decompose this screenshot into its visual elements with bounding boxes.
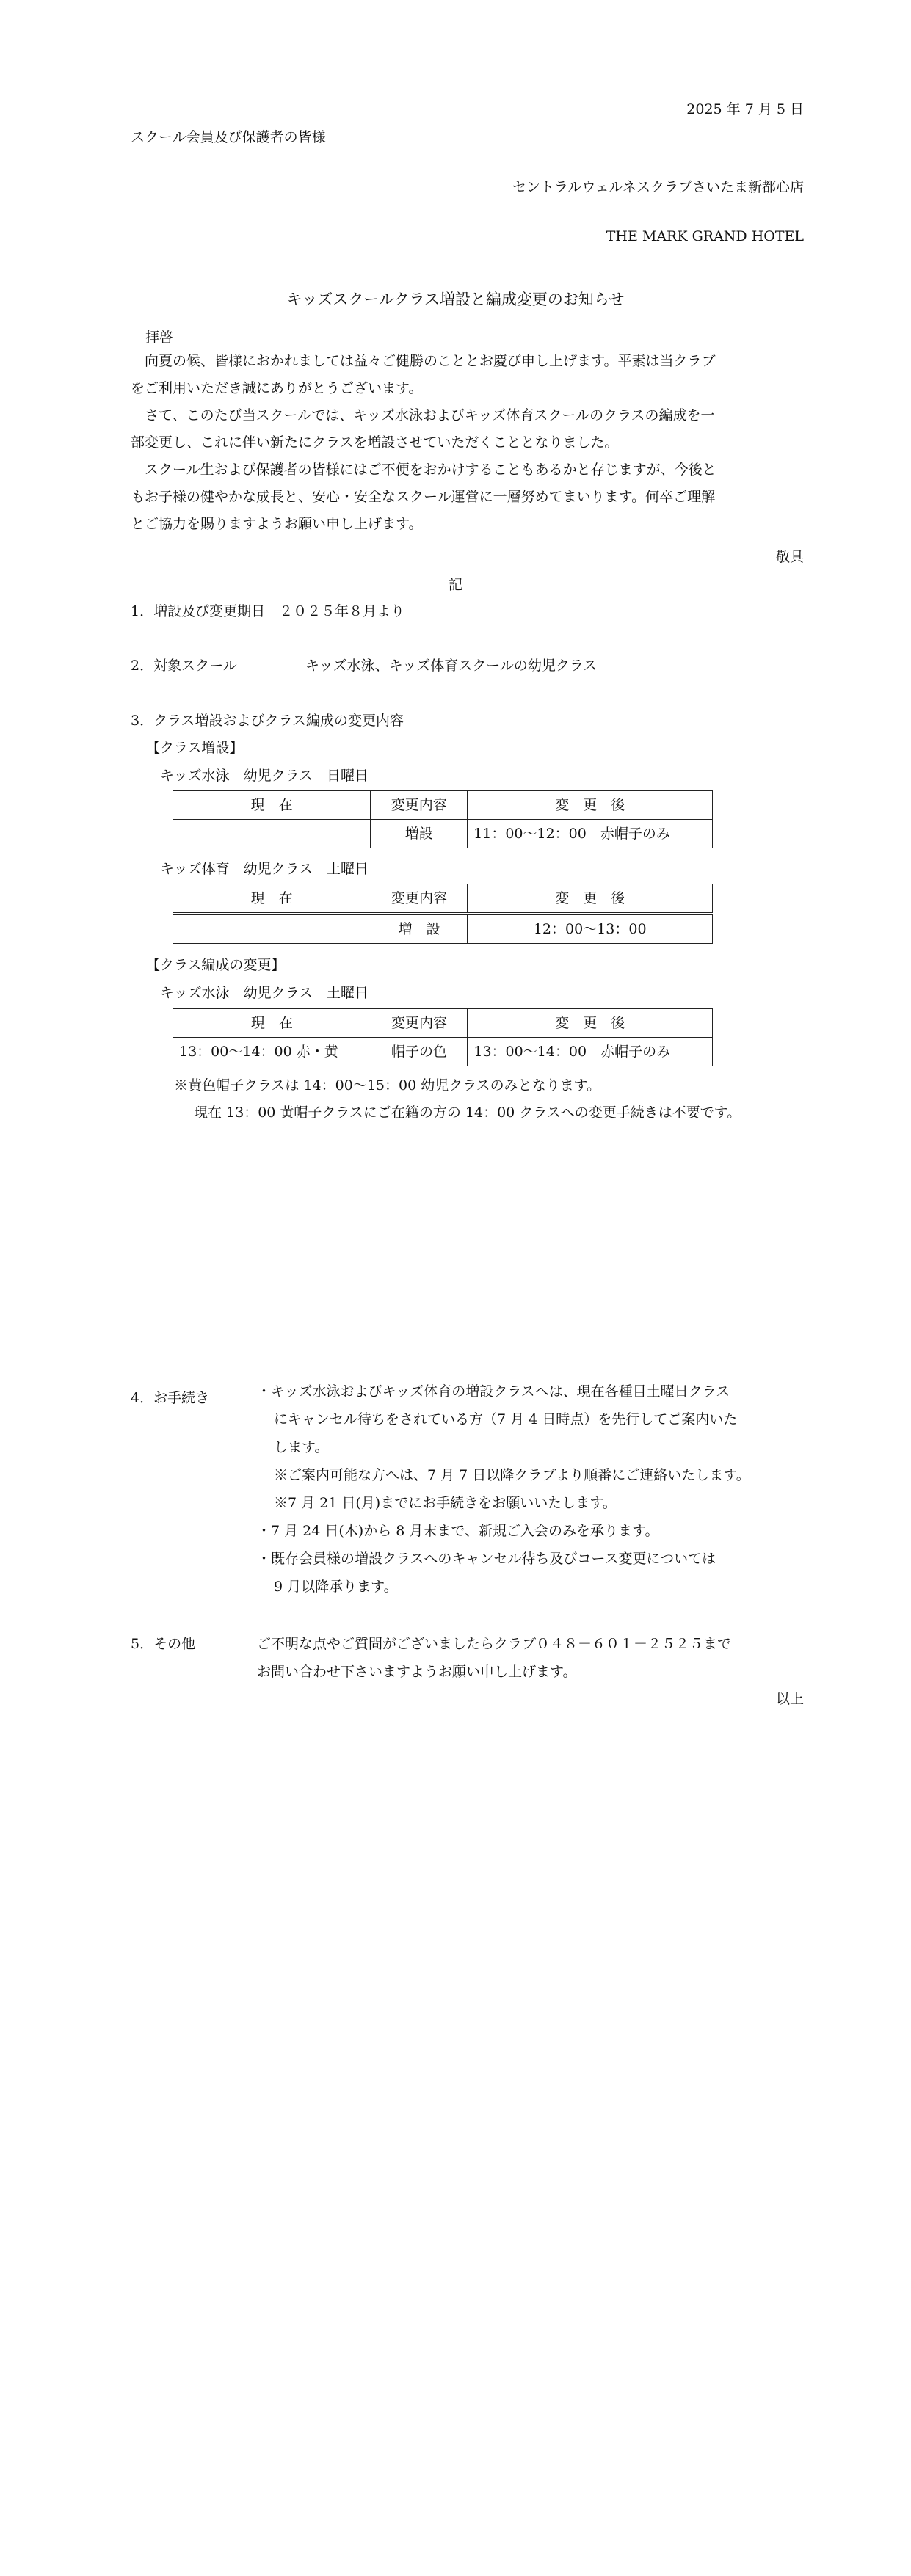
greeting-body	[131, 348, 805, 538]
document-date: 2025 年 7 月 5 日	[686, 101, 804, 117]
item-3-heading: 3．クラス増設およびクラス編成の変更内容	[131, 713, 404, 729]
cell-current: 13：00～14：00 赤・黄	[173, 1038, 371, 1066]
swim-saturday-heading: キッズ水泳 幼児クラス 土曜日	[160, 985, 369, 1001]
cell-after: 13：00～14：00 赤帽子のみ	[468, 1038, 713, 1066]
header-change: 変更内容	[371, 884, 468, 914]
item-2-label: 2．対象スクール	[131, 658, 237, 674]
other-label: 5．その他	[131, 1636, 196, 1652]
document-closing: 以上	[775, 1691, 804, 1707]
header-current: 現 在	[173, 791, 371, 820]
ki-marker: 記	[448, 577, 462, 593]
procedure-line: ※7 月 21 日(月)までにお手続きをお願いいたします。	[274, 1495, 617, 1511]
swim-saturday-table	[173, 1008, 713, 1066]
change-note-1: ※黄色帽子クラスは 14：00～15：00 幼児クラスのみとなります。	[174, 1077, 601, 1094]
cell-current	[173, 820, 371, 848]
cell-change: 帽子の色	[371, 1038, 468, 1066]
greeting-line: スクール生および保護者の皆様にはご不便をおかけすることもあるかと存じますが、今後と	[145, 462, 716, 478]
greeting-line: 部変更し、これに伴い新たにクラスを増設させていただくこととなりました。	[131, 434, 619, 451]
greeting-line: をご利用いただき誠にありがとうございます。	[131, 380, 423, 396]
header-after: 変 更 後	[468, 791, 713, 820]
swim-sunday-table	[173, 790, 713, 848]
procedure-body	[257, 1378, 805, 1601]
header-current: 現 在	[173, 1009, 371, 1038]
sender-hotel: THE MARK GRAND HOTEL	[606, 228, 804, 244]
sender-club: セントラルウェルネスクラブさいたま新都心店	[512, 179, 804, 195]
header-change: 変更内容	[371, 791, 468, 820]
header-change: 変更内容	[371, 1009, 468, 1038]
procedure-line: ・キッズ水泳およびキッズ体育の増設クラスへは、現在各種目土曜日クラス	[257, 1383, 730, 1400]
greeting-line: もお子様の健やかな成長と、安心・安全なスクール運営に一層努めてまいります。何卒ご理解	[131, 489, 716, 505]
swim-sunday-heading: キッズ水泳 幼児クラス 日曜日	[160, 768, 369, 784]
item-2-value: キッズ水泳、キッズ体育スクールの幼児クラス	[305, 658, 598, 674]
other-line-1: ご不明な点やご質問がございましたらクラブ０４８－６０１－２５２５まで	[257, 1636, 732, 1652]
page-title: キッズスクールクラス増設と編成変更のお知らせ	[286, 291, 625, 308]
procedure-line: ・既存会員様の増設クラスへのキャンセル待ち及びコース変更については	[257, 1551, 716, 1567]
item-1-date: 1．増設及び変更期日 ２０２５年８月より	[131, 603, 405, 619]
greeting-opening: 拝啓	[145, 330, 174, 346]
greeting-line: さて、このたび当スクールでは、キッズ水泳およびキッズ体育スクールのクラスの編成を一	[145, 407, 715, 423]
change-note-2: 現在 13：00 黄帽子クラスにご在籍の方の 14：00 クラスへの変更手続きは不要です。	[194, 1105, 741, 1121]
section-change-label: 【クラス編成の変更】	[146, 957, 286, 973]
procedure-line: します。	[274, 1439, 329, 1455]
header-after: 変 更 後	[468, 1009, 713, 1038]
cell-after: 12：00～13：00	[468, 914, 713, 944]
procedure-line: 9 月以降承ります。	[274, 1579, 398, 1595]
procedure-line: ※ご案内可能な方へは、7 月 7 日以降クラブより順番にご連絡いたします。	[274, 1467, 750, 1483]
procedure-line: ・7 月 24 日(木)から 8 月末まで、新規ご入会のみを承ります。	[257, 1523, 659, 1539]
procedure-label: 4．お手続き	[131, 1390, 210, 1406]
other-line-2: お問い合わせ下さいますようお願い申し上げます。	[257, 1664, 577, 1680]
cell-change: 増 設	[371, 914, 468, 944]
cell-after: 11：00～12：00 赤帽子のみ	[468, 820, 713, 848]
procedure-line: にキャンセル待ちをされている方（7 月 4 日時点）を先行してご案内いた	[274, 1411, 738, 1427]
greeting-closing: 敬具	[775, 549, 804, 565]
greeting-line: 向夏の候、皆様におかれましては益々ご健勝のこととお慶び申し上げます。平素は当クラブ	[145, 353, 716, 369]
header-current: 現 在	[173, 884, 371, 914]
section-add-label: 【クラス増設】	[146, 740, 244, 756]
gym-saturday-table	[173, 884, 713, 944]
header-after: 変 更 後	[468, 884, 713, 914]
greeting-line: とご協力を賜りますようお願い申し上げます。	[131, 516, 423, 532]
recipient: スクール会員及び保護者の皆様	[131, 129, 326, 145]
cell-change: 増設	[371, 820, 468, 848]
cell-current	[173, 914, 371, 944]
gym-saturday-heading: キッズ体育 幼児クラス 土曜日	[160, 861, 369, 877]
